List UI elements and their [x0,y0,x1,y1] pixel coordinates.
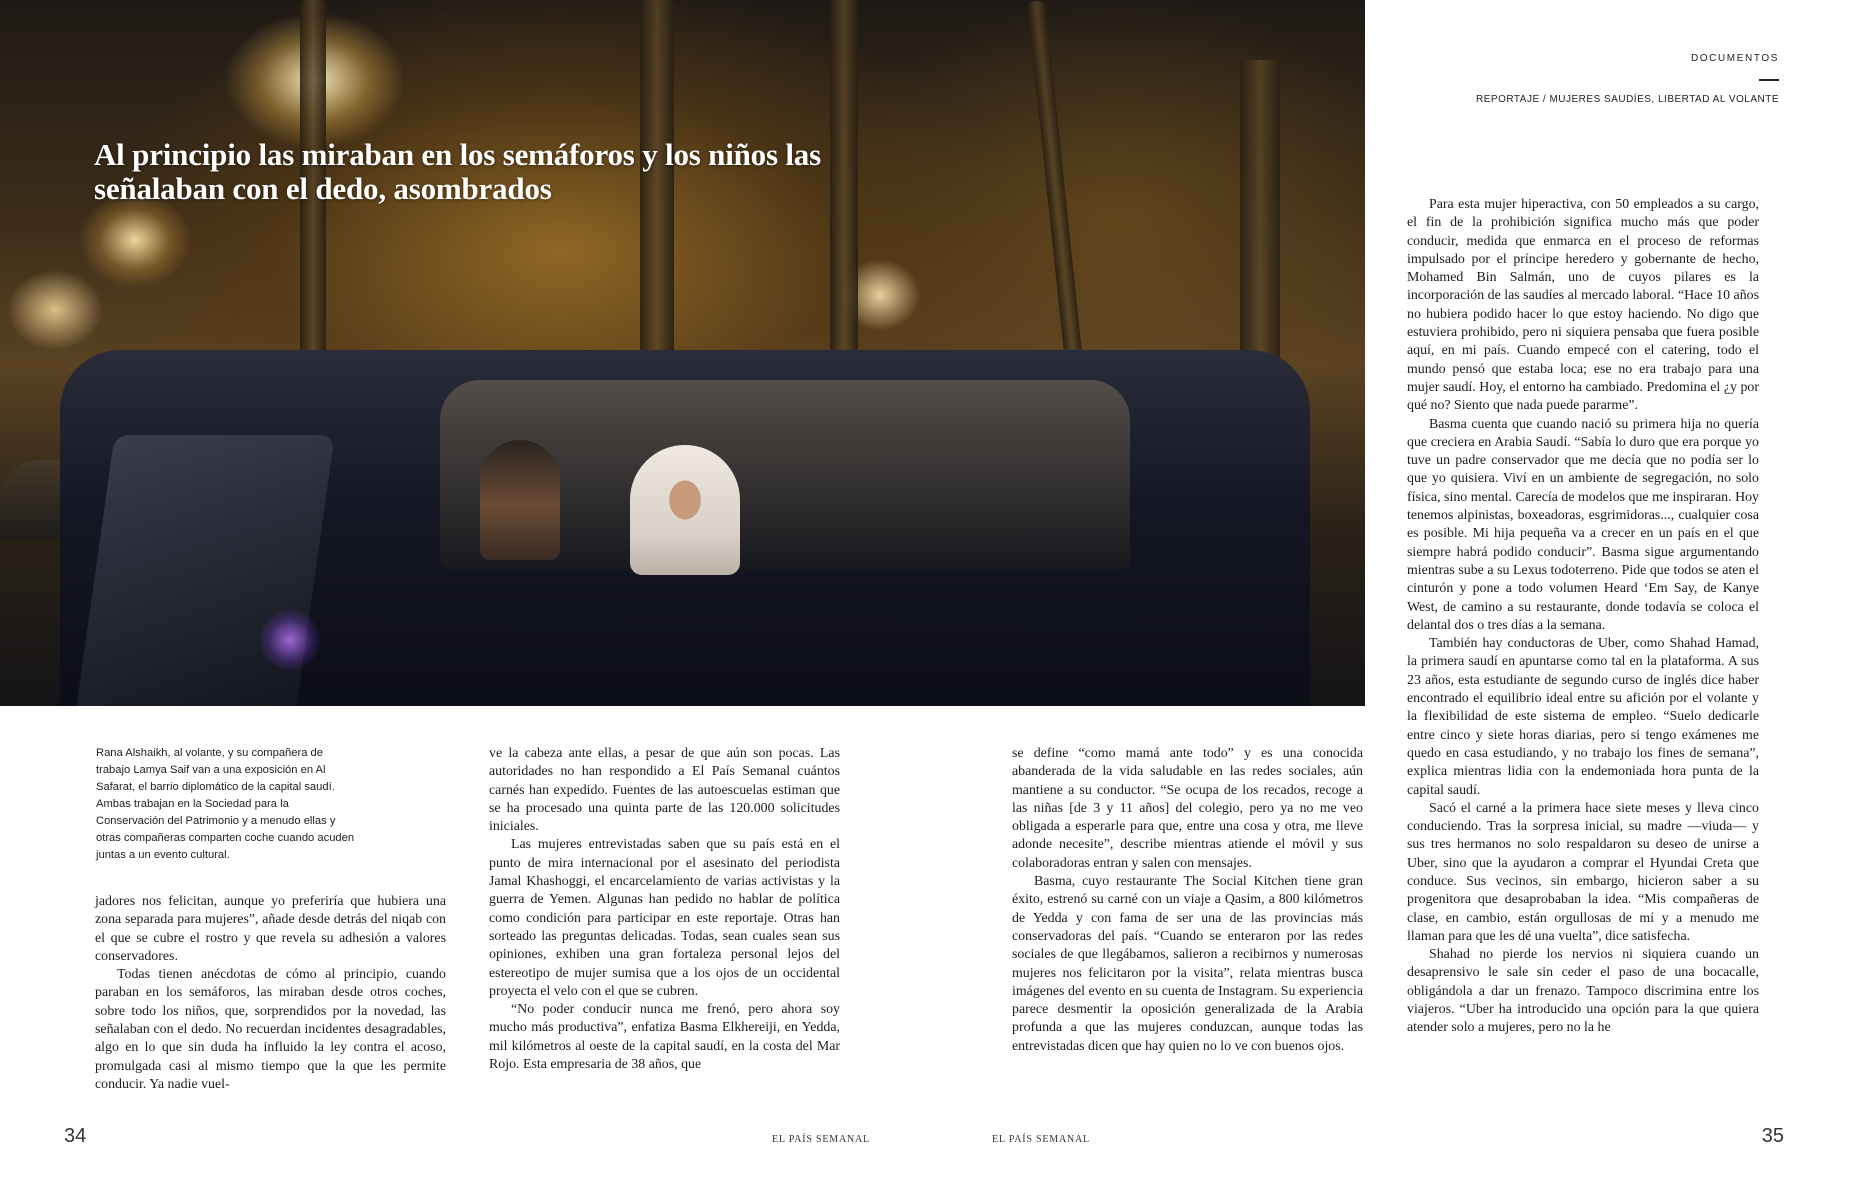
magazine-name-right: EL PAÍS SEMANAL [992,1134,1090,1145]
paragraph: jadores nos felicitan, aunque yo preferiría que hubiera una zona separada para mujeres”, añade desde detrás del niqab con el que se cubre el rostro y que revela su adhesión a valores conservadores. [95,894,446,964]
text-column-4 [1407,196,1759,1038]
paragraph: Shahad no pierde los nervios ni siquiera cuando un desaprensivo le sale sin ceder el paso de una bocacalle, obligándola a dar un frenazo. Tampoco discrimina entre los viajeros. “Uber ha introducido una opción para la que quiera atender solo a mujeres, pero no la he [1407,947,1759,1036]
paragraph: Las mujeres entrevistadas saben que su país está en el punto de mira internacional por el asesinato del periodista Jamal Khashoggi, el encarcelamiento de varias activistas y la guerra de Yemen. Algunas han pedido no hablar de política como condición para participar en este reportaje. Otras han sorteado las preguntas delicadas. Todas, sean cuales sean sus opiniones, exhiben una gran fortaleza personal lejos del estereotipo de mujer sumisa que a los ojos de un occidental proyecta el velo con el que se cubren. [489,837,840,999]
lens-flare [260,610,320,670]
driver [630,445,740,575]
text-column-2 [489,745,840,1074]
paragraph: También hay conductoras de Uber, como Shahad Hamad, la primera saudí en apuntarse como tal en la plataforma. A sus 23 años, esta estudiante de segundo curso de inglés dice haber encontrado el equilibrio ideal entre su afición por el volante y la flexibilidad de este sistema de empleo. “Suelo dedicarle entre cinco y siete horas diarias, pero si tengo exámenes me quedo en casa estudiando, y no trabajo los fines de semana”, explica mientras lidia con la endemoniada hora punta de la capital saudí. [1407,636,1759,798]
section-label: DOCUMENTOS [1690,53,1779,64]
passenger [480,440,560,560]
text-column-3 [1012,745,1363,1056]
paragraph: Todas tienen anécdotas de cómo al principio, cuando paraban en los semáforos, las miraban desde otros coches, sobre todo los niños, que, sorprendidos por la novedad, las señalaban con el dedo. No recuerdan incidentes desagradables, algo en lo que sin duda ha influido la ley contra el acoso, promulgada casi al mismo tiempo que la que les permite conducir. Ya nadie vuel- [95,967,446,1092]
text-column-1 [95,893,446,1094]
magazine-name-left: EL PAÍS SEMANAL [772,1134,870,1145]
paragraph: Para esta mujer hiperactiva, con 50 empleados a su cargo, el fin de la prohibición significa mucho más que poder conducir, medida que enmarca en el proceso de reformas impulsado por el príncipe heredero y gobernante de hecho, Mohamed Bin Salmán, uno de cuyos pilares es la incorporación de las saudíes al mercado laboral. “Hace 10 años no hubiera podido hacer lo que estoy haciendo. No digo que estuviera prohibido, pero ni siquiera pensaba que fuera posible aquí, en mi país. Cuando empecé con el catering, todo el mundo pensó que estaba loca; ese no era trabajo para una mujer saudí. Hoy, el entorno ha cambiado. Predomina el ¿y por qué no? Siento que nada puede pararme”. [1407,197,1759,414]
cover-photo [0,0,1365,706]
paragraph: se define “como mamá ante todo” y es una conocida abanderada de la vida saludable en las redes sociales, aún mantiene a su conductor. “Se ocupa de los recados, recoge a las niñas [de 3 y 11 años] del colegio, pero ya no me veo obligada a esperarle para que, entre una cosa y otra, me lleve adonde necesite”, describe mientras atiende el móvil y sus colaboradoras entran y salen con mensajes. [1012,746,1363,871]
headline: Al principio las miraban en los semáforos y los niños las señalaban con el dedo, asombrados [94,137,821,206]
paragraph: ve la cabeza ante ellas, a pesar de que aún son pocas. Las autoridades no han respondido a El País Semanal cuántos carnés han expedido. Fuentes de las autoescuelas estiman que se ha procesado una quinta parte de las 120.000 solicitudes iniciales. [489,746,840,835]
photo-caption: Rana Alshaikh, al volante, y su compañera de trabajo Lamya Saif van a una exposición en Al Safarat, el barrio diplomático de la capital saudí. Ambas trabajan en la Sociedad para la Conservación del Patrimonio y a menudo ellas y otras compañeras comparten coche cuando acuden juntas a un evento cultural. [96,747,355,861]
paragraph: Basma, cuyo restaurante The Social Kitchen tiene gran éxito, estrenó su carné con un viaje a Qasim, a 800 kilómetros de Yedda y con fama de ser una de las provincias más conservadoras del país. “Cuando se enteraron por las redes sociales de que llegábamos, salieron a recibirnos y numerosas mujeres nos felicitaron por la visita”, relata mientras busca imágenes del evento en su cuenta de Instagram. Su experiencia parece desmentir la oposición generalizada de la Arabia profunda a que las mujeres conduzcan, aunque todas las entrevistadas dicen que hay quien no lo ve con buenos ojos. [1012,874,1363,1054]
paragraph: Sacó el carné a la primera hace siete meses y lleva cinco conduciendo. Tras la sorpresa inicial, su madre —viuda— y sus tres hermanos no solo respaldaron su deseo de unirse a Uber, sino que la ayudaron a comprar el Hyundai Creta que conduce. Sus vecinos, sin embargo, hicieron saber a su progenitora que desaprobaban la idea. “Mis compañeras de clase, en cambio, están orgullosas de mí y a menudo me llaman para que les dé una vuelta”, dice satisfecha. [1407,800,1759,944]
paragraph: Basma cuenta que cuando nació su primera hija no quería que creciera en Arabia Saudí. “Sabía lo duro que era porque yo tuve un padre conservador que me decía que no podía ser lo que yo quisiera. Viví en un ambiente de segregación, no solo física, sino mental. Carecía de modelos que me inspiraran. Hoy tenemos alpinistas, boxeadoras, esgrimidoras..., cualquier cosa es posible. Mi hija pequeña va a crecer en un país en el que siempre habrá podido conducir”. Basma sigue argumentando mientras sube a su Lexus todoterreno. Pide que todos se aten el cinturón y pone a todo volumen Heard ‘Em Say, de Kanye West, de camino a su restaurante, donde todavía se coloca el delantal dos o tres días a la semana. [1407,416,1759,633]
kicker: REPORTAJE / MUJERES SAUDÍES, LIBERTAD AL VOLANTE [1476,94,1779,105]
paragraph: “No poder conducir nunca me frenó, pero ahora soy mucho más productiva”, enfatiza Basma Elkhereiji, en Yedda, mil kilómetros al oeste de la capital saudí, en la costa del Mar Rojo. Esta empresaria de 38 años, que [489,1002,840,1073]
section-rule [1759,79,1779,81]
page-number-left: 34 [64,1125,87,1147]
page-number-right: 35 [1761,1125,1784,1147]
